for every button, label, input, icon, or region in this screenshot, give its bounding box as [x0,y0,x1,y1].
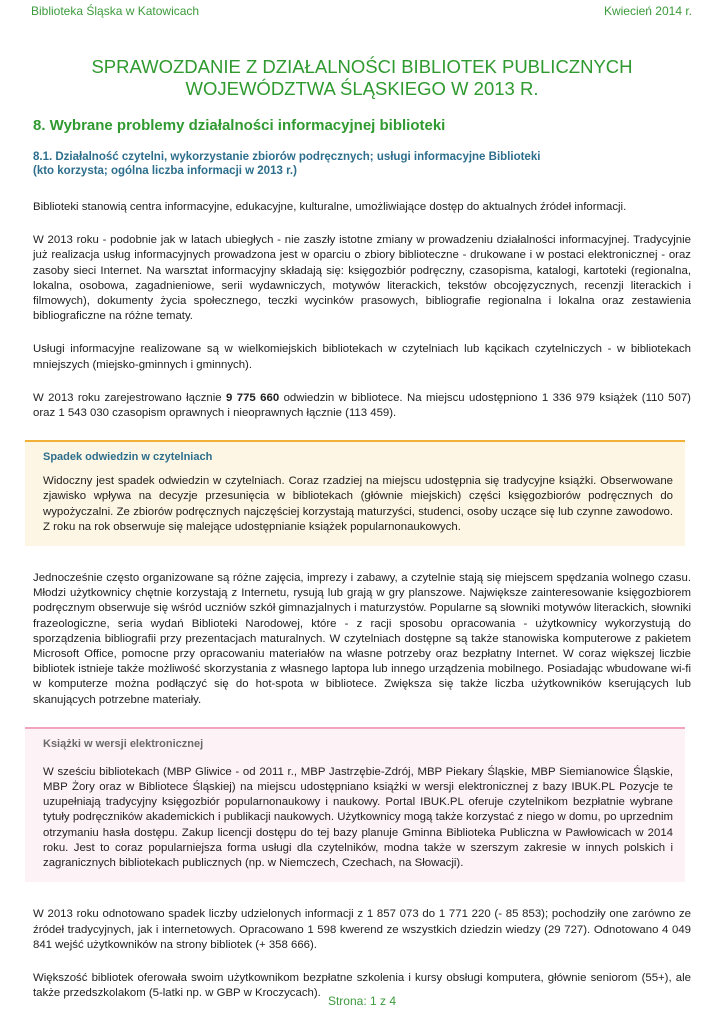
callout-title-visits-decline: Spadek odwiedzin w czytelniach [43,451,213,464]
running-header [31,4,692,18]
callout-box-visits-decline [25,440,685,546]
paragraph-information-statistics: W 2013 roku odnotowano spadek liczby udzielonych informacji z 1 857 073 do 1 771 220 (- 85 853); pochodziły one zarówno ze źródeł tradycyjnych, jak i internetowych. Opracowano 1 598 kwerend ze wszystkich dziedzin wiedzy (29 727). Odnotowano 4 049 841 wejść użytkowników na strony bibliotek (+ 358 666). [33,908,691,951]
callout-text-ebooks: W sześciu bibliotekach (MBP Gliwice - od 2011 r., MBP Jastrzębie-Zdrój, MBP Piekary Śląskie, MBP Siemianowice Śląskie, MBP Żory oraz w Bibliotece Śląskiej) na miejscu udostępniano książki w wersji elektronicznej z bazy IBUK.PL Pozycje te uzupełniają tradycyjny księgozbiór popularnonaukowy i naukowy. Portal IBUK.PL oferuje czytelnikom bezpłatnie wybrane tytuły podręczników akademickich i publikacji naukowych. Użytkownicy mogą także korzystać z niego w domu, po uprzednim otrzymaniu hasła dostępu. Zakup licencji dostępu do tej bazy planuje Gminna Biblioteka Publiczna w Pawłowicach w 2014 roku. Jest to coraz popularniejsza forma usługi dla czytelników, modna także w szerszym zakresie w innych polskich i zagranicznych bibliotekach publicznych (np. w Niemczech, Czechach, na Słowacji). [43,765,673,870]
page-number: Strona: 1 z 4 [327,994,397,1008]
subsection-title-line-2: (kto korzysta; ogólna liczba informacji w 2013 r.) [33,165,297,177]
paragraph-service-locations: Usługi informacyjne realizowane są w wielkomiejskich bibliotekach w czytelniach lub kącikach czytelniczych - w bibliotekach mniejszych (miejsko-gminnych i gminnych). [33,343,691,371]
callout-text-visits-decline: Widoczny jest spadek odwiedzin w czytelniach. Coraz rzadziej na miejscu udostępnia się tradycyjne książki. Obserwowane zjawisko wpływa na decyzje przesunięcia w bibliotekach (głównie miejskich) części księgozbiorów podręcznych do wypożyczalni. Ze zbiorów podręcznych najczęściej korzystają maturzyści, studenci, osoby uczące się lub czynne zawodowo. Z roku na rok obserwuje się malejące udostępnianie książek popularnonaukowych. [43,475,673,533]
paragraph-computer-training: Większość bibliotek oferowała swoim użytkownikom bezpłatne szkolenia i kursy obsługi komputera, głównie seniorom (55+), ale także przedszkolakom (5-latki np. w GBP w Kroczycach). [33,971,691,1000]
document-title-line-1: SPRAWOZDANIE Z DZIAŁALNOŚCI BIBLIOTEK PUBLICZNYCH [91,56,633,77]
document-title [40,56,684,100]
header-institution: Biblioteka Śląska w Katowicach [31,4,200,18]
visit-statistics-text-start: W 2013 roku zarejestrowano łącznie [33,391,227,404]
header-date: Kwiecień 2014 r. [603,4,692,18]
document-body [33,116,691,1001]
visit-statistics-text-end: odwiedzin w bibliotece. Na miejscu udostępniono 1 336 979 książek (110 507) oraz 1 543 030 czasopism oprawnych i nieoprawnych łącznie (113 459). [33,391,691,420]
document-title-line-2: WOJEWÓDZTWA ŚLĄSKIEGO W 2013 R. [185,78,539,99]
paragraph-informational-services: W 2013 roku - podobnie jak w latach ubiegłych - nie zaszły istotne zmiany w prowadzeniu działalności informacyjnej. Tradycyjnie już realizacja usług informacyjnych prowadzona jest w oparciu o zbiory biblioteczne - drukowane i w postaci elektronicznej - oraz zasoby sieci Internet. Na warsztat informacyjny składają się: księgozbiór podręczny, czasopisma, katalogi, kartoteki (regionalna, lokalna, osobowa, zagadnieniowe, serii wydawniczych, motywów literackich, tekstów obcojęzycznych, recenzji literackich i filmowych), dokumenty życia społecznego, teczki wycinków prasowych, bibliografie regionalna i lokalna oraz zestawienia bibliograficzne na różne tematy. [33,234,691,323]
paragraph-intro: Biblioteki stanowią centra informacyjne, edukacyjne, kulturalne, umożliwiające dostęp do aktualnych źródeł informacji. [33,201,627,213]
total-visits-number: 9 775 660 [226,391,280,404]
section-title: 8. Wybrane problemy działalności informacyjnej biblioteki [33,117,446,134]
paragraph-reading-room-activities: Jednocześnie często organizowane są różne zajęcia, imprezy i zabawy, a czytelnie stają się miejscem spędzania wolnego czasu. Młodzi użytkownicy chętnie korzystają z Internetu, rysują lub grają w gry planszowe. Największe zainteresowanie księgozbiorem podręcznym obserwuje się wśród uczniów szkół gimnazjalnych i maturzystów. Popularne są słowniki motywów literackich, słowniki frazeologiczne, seria wydań Biblioteki Narodowej, które - z racji sposobu opracowania - użytkownicy wykorzystują do sporządzenia bibliografii przy prezentacjach maturalnych. W czytelniach dostępne są także stanowiska komputerowe z pakietem Microsoft Office, pomocne przy opracowaniu materiałów na własne potrzeby oraz bezpłatny Internet. W coraz większej liczbie bibliotek istnieje także możliwość skorzystania z własnego laptopa lub innego urządzenia mobilnego. Posiadając wbudowane wi-fi w komputerze można podłączyć się do hot-spota w bibliotece. Zwiększa się także liczba użytkowników kserujących lub skanujących potrzebne materiały. [33,572,691,706]
callout-box-ebooks [25,727,685,882]
subsection-title [33,150,691,178]
subsection-title-line-1: 8.1. Działalność czytelni, wykorzystanie zbiorów podręcznych; usługi informacyjne Biblioteki [33,151,541,163]
paragraph-visit-statistics [33,391,691,421]
callout-title-ebooks: Książki w wersji elektronicznej [43,737,204,750]
